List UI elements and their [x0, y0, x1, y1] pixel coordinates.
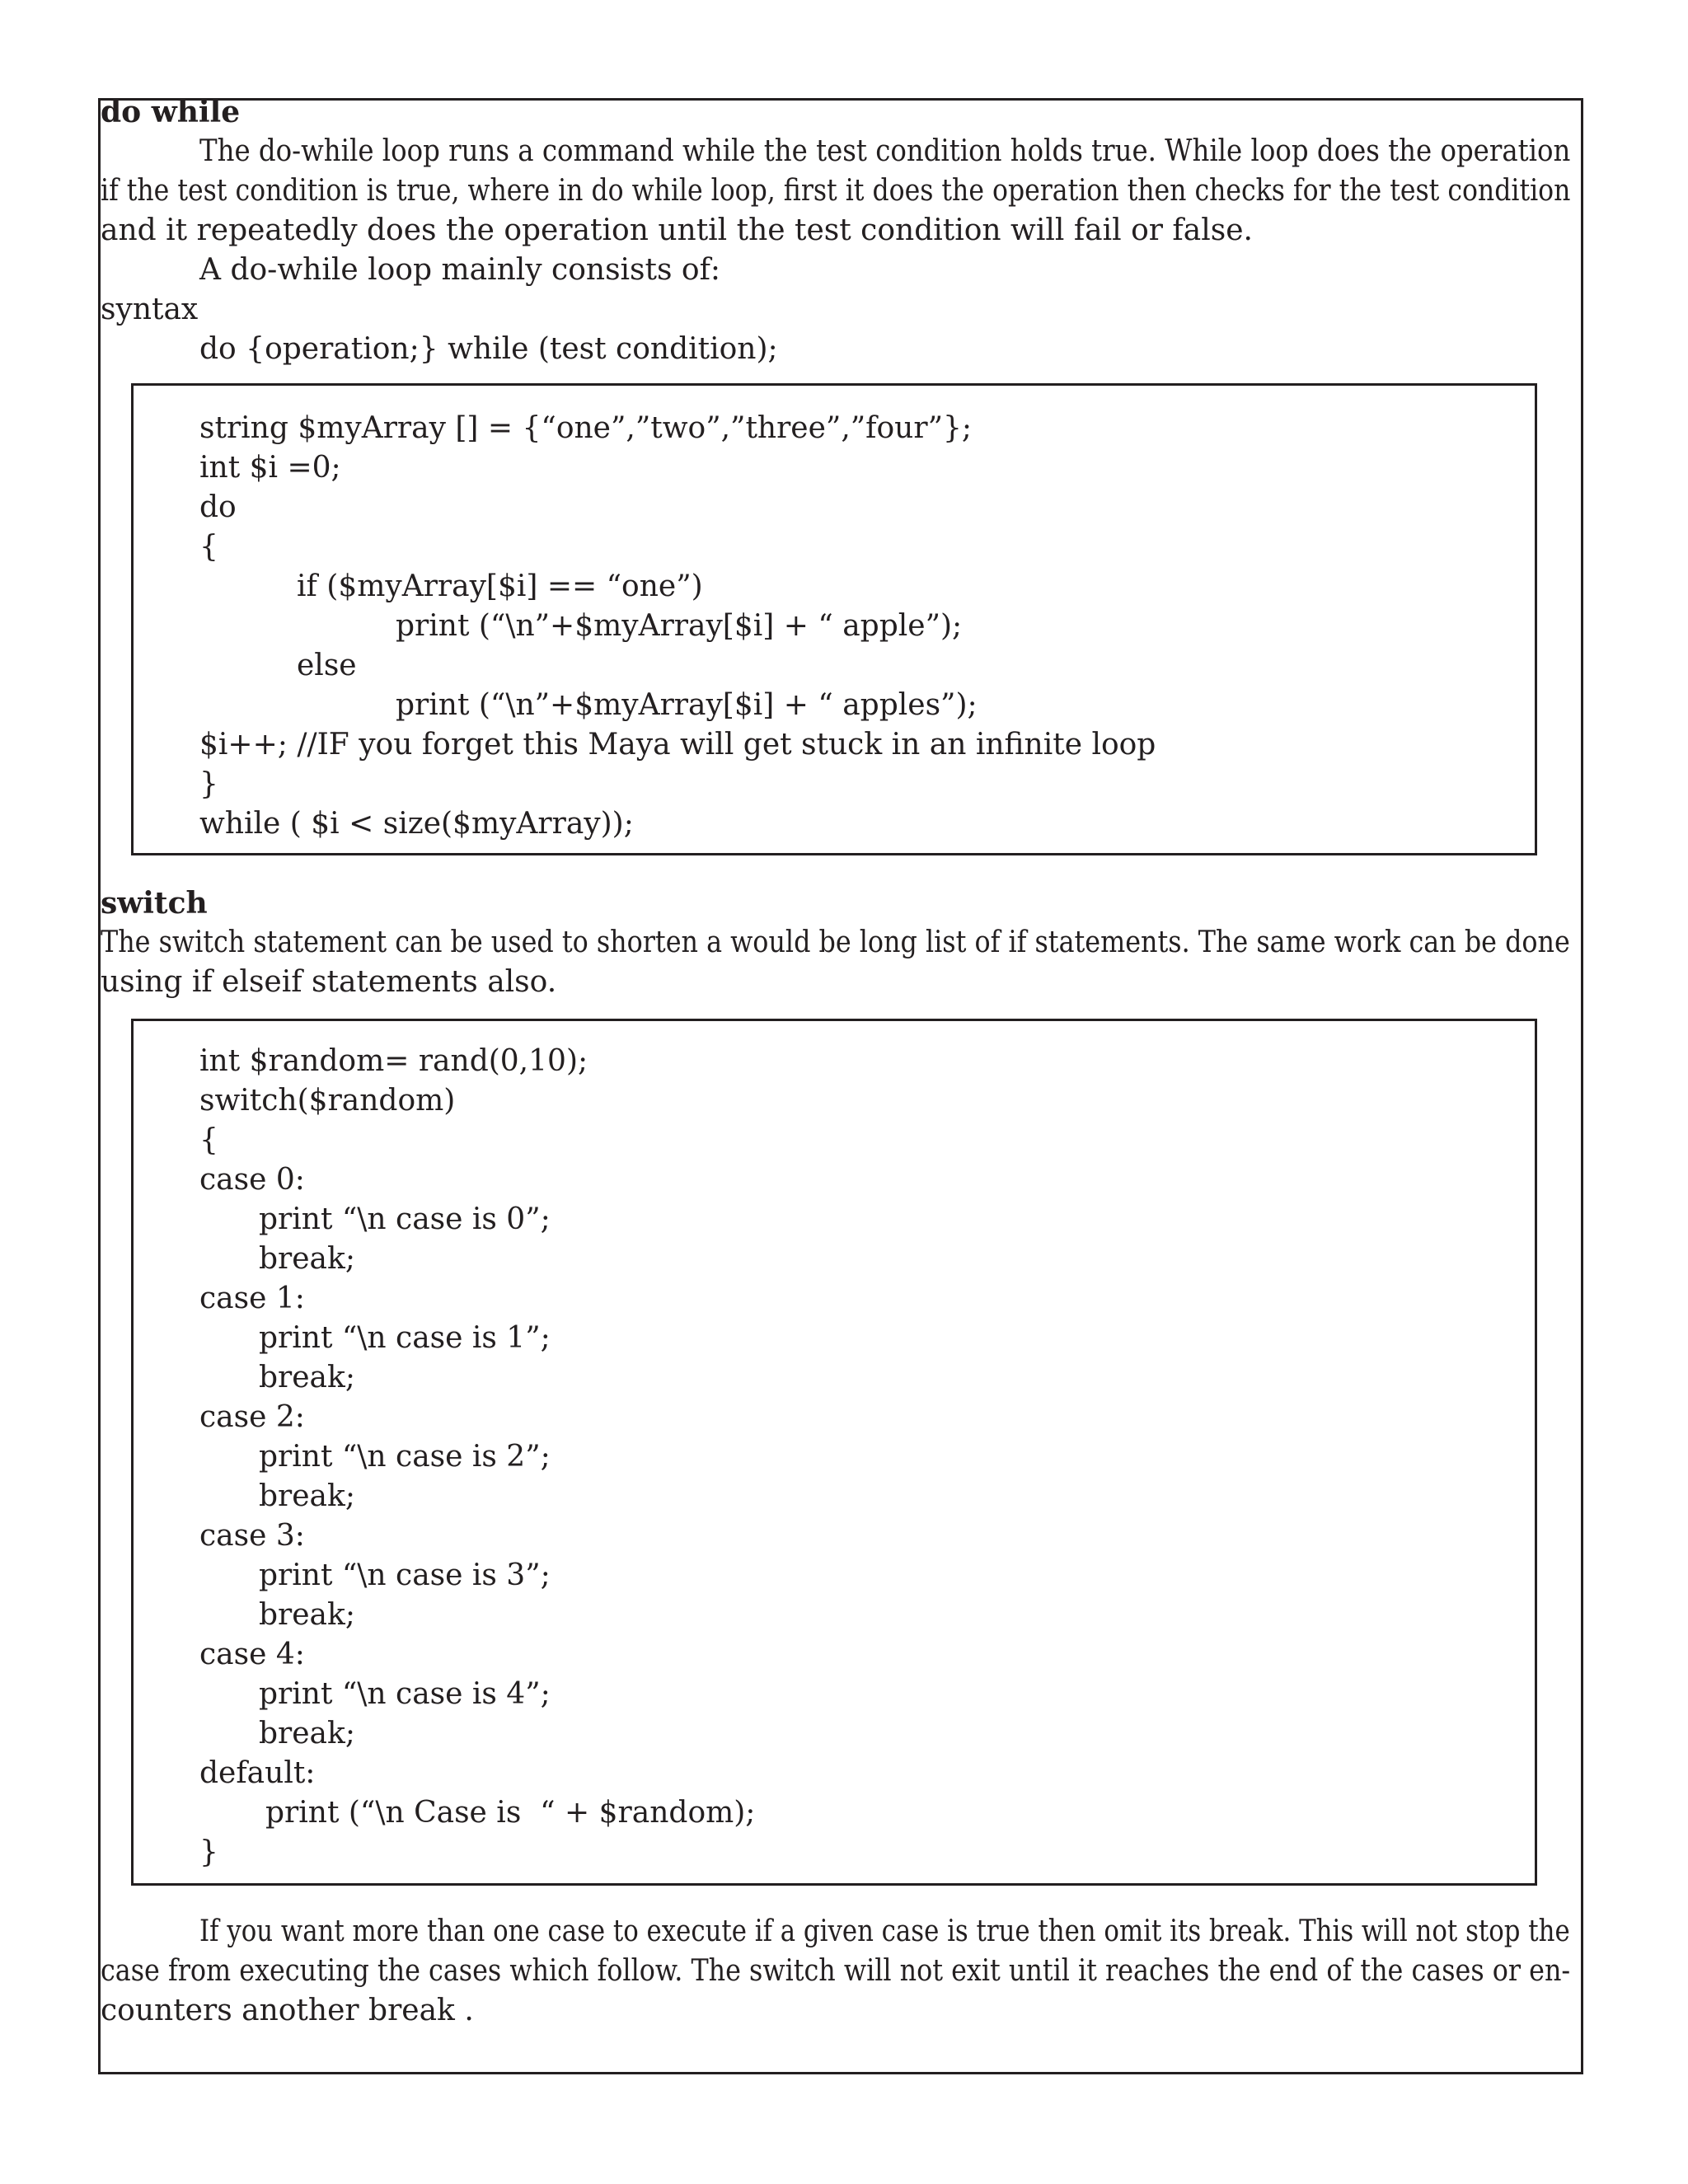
switch-code-line-21: } — [199, 1835, 218, 1869]
switch-code-line-15: break; — [259, 1598, 355, 1632]
do-while-code-line-3: do — [199, 490, 237, 524]
switch-intro-line-1: The switch statement can be used to shorten a would be long list of if statements. The same work can be done — [101, 926, 1570, 959]
switch-code-line-18: break; — [259, 1717, 355, 1750]
switch-code-line-3: { — [199, 1123, 218, 1157]
switch-code-line-13: case 3: — [199, 1519, 305, 1553]
switch-code-line-4: case 0: — [199, 1163, 305, 1197]
do-while-intro-line-3: and it repeatedly does the operation until the test condition will fail or false. — [101, 213, 1253, 247]
syntax-label: syntax — [101, 293, 199, 326]
do-while-intro-line-1: The do-while loop runs a command while the test condition holds true. While loop does the operation — [199, 134, 1571, 168]
do-while-code-line-11: while ( $i < size($myArray)); — [199, 807, 634, 841]
do-while-heading: do while — [101, 95, 241, 129]
switch-intro-line-2: using if elseif statements also. — [101, 965, 557, 999]
switch-outro-line-2: case from executing the cases which follow. The switch will not exit until it reaches the end of the cases or en- — [101, 1954, 1571, 1988]
switch-code-line-6: break; — [259, 1242, 355, 1276]
switch-code-line-5: print “\n case is 0”; — [259, 1202, 551, 1236]
switch-code-line-19: default: — [199, 1756, 316, 1790]
switch-code-line-10: case 2: — [199, 1400, 305, 1434]
switch-outro-line-1: If you want more than one case to execute if a given case is true then omit its break. This will not stop the — [199, 1915, 1570, 1948]
switch-code-line-7: case 1: — [199, 1282, 305, 1315]
switch-code-line-12: break; — [259, 1479, 355, 1513]
switch-code-line-8: print “\n case is 1”; — [259, 1321, 551, 1355]
do-while-code-line-4: { — [199, 530, 218, 564]
do-while-consists: A do-while loop mainly consists of: — [199, 253, 721, 287]
switch-code-line-11: print “\n case is 2”; — [259, 1440, 551, 1474]
do-while-code-line-8: print (“\n”+$myArray[$i] + “ apples”); — [396, 688, 978, 722]
switch-code-line-16: case 4: — [199, 1638, 305, 1671]
switch-code-line-9: break; — [259, 1361, 355, 1394]
do-while-code-line-9: $i++; //IF you forget this Maya will get stuck in an infinite loop — [199, 728, 1156, 762]
switch-heading: switch — [101, 886, 208, 921]
switch-code-line-1: int $random= rand(0,10); — [199, 1044, 588, 1078]
do-while-code-line-6: print (“\n”+$myArray[$i] + “ apple”); — [396, 609, 963, 643]
do-while-code-line-7: else — [297, 649, 357, 682]
do-while-code-line-5: if ($myArray[$i] == “one”) — [297, 569, 703, 603]
switch-outro-line-3: counters another break . — [101, 1994, 474, 2027]
switch-code-line-20: print (“\n Case is “ + $random); — [265, 1796, 756, 1830]
do-while-intro-line-2: if the test condition is true, where in do while loop, first it does the operation then checks for the test condition — [101, 174, 1571, 208]
do-while-code-line-10: } — [199, 767, 218, 801]
switch-code-line-14: print “\n case is 3”; — [259, 1558, 551, 1592]
do-while-code-line-2: int $i =0; — [199, 451, 341, 485]
syntax-line: do {operation;} while (test condition); — [199, 332, 778, 366]
do-while-code-line-1: string $myArray [] = {“one”,”two”,”three”,”four”}; — [199, 411, 973, 445]
switch-code-line-17: print “\n case is 4”; — [259, 1677, 551, 1711]
switch-code-line-2: switch($random) — [199, 1084, 456, 1118]
